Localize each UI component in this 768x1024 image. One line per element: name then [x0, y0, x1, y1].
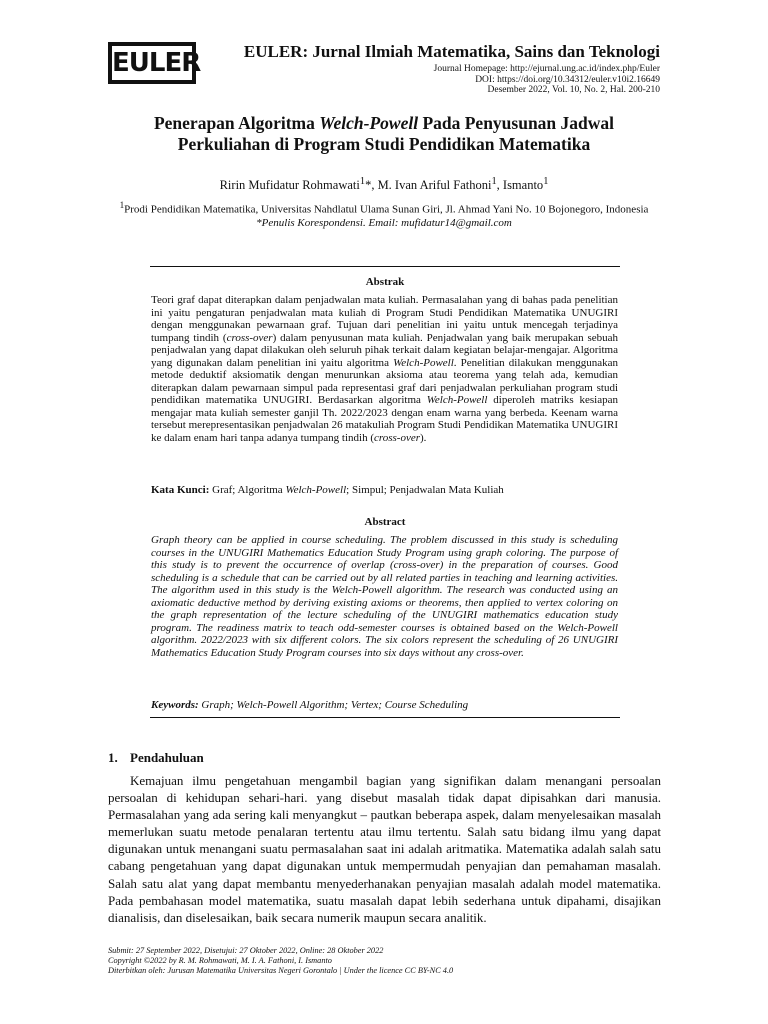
abstract-heading: Abstract [364, 516, 406, 528]
article-title: Penerapan Algoritma Welch-Powell Pada Penyusunan Jadwal Perkuliahan di Program Studi Pendidikan Matematika [153, 113, 615, 154]
journal-title: EULER: Jurnal Ilmiah Matematika, Sains dan Teknologi [243, 42, 660, 61]
kata-kunci: Kata Kunci: Graf; Algoritma Welch-Powell; Simpul; Penjadwalan Mata Kuliah [151, 484, 504, 496]
divider-top [150, 266, 620, 267]
author-1: Ririn Mufidatur Rohmawati [219, 178, 360, 193]
divider-bottom [150, 717, 620, 718]
page-footer [108, 946, 668, 976]
journal-doi-link[interactable]: DOI: https://doi.org/10.34312/euler.v10i2.16649 [475, 74, 660, 85]
footer-dates: Submit: 27 September 2022, Disetujui: 27 Oktober 2022, Online: 28 Oktober 2022 [108, 946, 384, 955]
author-3: Ismanto [502, 178, 544, 193]
keywords: Keywords: Graph; Welch-Powell Algorithm; Vertex; Course Scheduling [151, 699, 469, 711]
footer-publisher: Diterbitkan oleh: Jurusan Matematika Universitas Negeri Gorontalo | Under the licence CC BY-NC 4.0 [108, 966, 454, 975]
author-2: M. Ivan Ariful Fathoni [377, 178, 492, 193]
section-heading-pendahuluan: 1. Pendahuluan [108, 750, 204, 765]
affiliation: $^1$Prodi Pendidikan Matematika, Universitas Nahdlatul Ulama Sunan Giri, Jl. Ahmad Yani No. 10 Bojonegoro, Indonesia *Penulis Korespondensi. Email: mufidatur14@gmail.com [108, 199, 660, 230]
journal-issue: Desember 2022, Vol. 10, No. 2, Hal. 200-210 [487, 85, 660, 95]
correspondence-email: *Penulis Korespondensi. Email: mufidatur14@gmail.com [256, 216, 512, 229]
abstrak-heading: Abstrak [365, 276, 405, 288]
abstract-text: Graph theory can be applied in course scheduling. The problem discussed in this study is scheduling courses in the UNUGIRI Mathematics Education Study Program using graph coloring. The purpose of this study is to prevent the occurrence of overlap (cross-over) in the preparation of courses. Good scheduling is a schedule that can be carried out by all related parties in teaching and learning activities. The algorithm used in this study is the Welch-Powell algorithm. The research was conducted using an axiomatic deductive method by deriving existing axioms or theorems, then applied to vertex coloring on the graph representation of the lecture scheduling of the UNUGIRI mathematics education study program. The readiness matrix to teach odd-semester courses is obtained based on the Welch-Powell algorithm. 2022/2023 with six different colors. The six colors represent the scheduling of 26 UNUGIRI Mathematics Education Study Program courses into six days without any cross-over. [151, 534, 618, 659]
journal-logo: EULER [108, 42, 196, 84]
journal-homepage-link[interactable]: Journal Homepage: http://ejurnal.ung.ac.id/index.php/Euler [433, 64, 660, 74]
footer-copyright: Copyright ©2022 by R. M. Rohmawati, M. I. A. Fathoni, I. Ismanto [108, 956, 332, 965]
abstrak-text: Teori graf dapat diterapkan dalam penjadwalan mata kuliah. Permasalahan yang di bahas pada penelitian ini yaitu pengaturan penjadwalan mata kuliah di Program Studi Pendidikan Matematika UNUGIRI dengan menggunakan pewarnaan graf. Tujuan dari penelitian ini yaitu untuk mencegah terjadinya tumpang tindih (cross-over) dalam penyusunan mata kuliah. Penjadwalan yang baik merupakan sebuah penjadwalan yang dapat dilakukan oleh seluruh pihak terkait dalam kegiatan belajar-mengajar. Algoritma yang digunakan dalam penelitian ini yaitu algoritma Welch-Powell. Penelitian dilakukan menggunakan metode deduktif aksiomatik dengan menurunkan aksioma atau teorema yang telah ada, kemudian diterapkan dalam pewarnaan simpul pada representasi graf dari penjadwalan perkuliahan program studi pendidikan matematika UNUGIRI. Berdasarkan algoritma Welch-Powell diperoleh matriks kesiapan mengajar mata kuliah semester ganjil Th. 2022/2023 dengan enam warna yang berbeda. Keenam warna tersebut merepresentasikan penjadwalan 26 matakuliah Program Studi Pendidikan Matematika UNUGIRI ke dalam enam hari tanpa adanya tumpang tindih (cross-over). [151, 294, 618, 445]
section-body-pendahuluan [108, 772, 661, 926]
paragraph: Kemajuan ilmu pengetahuan mengambil bagian yang signifikan dalam menangani persoalan persoalan di kehidupan sehari-hari. yang disebut masalah tidak dapat dipisahkan dari manusia. Permasalahan yang ada sering kali menyangkut – pautkan beberapa aspek, dalam menyelesaikan masalah memerlukan suatu metode penalaran tertentu atau ilmu tertentu. Salah satu bidang ilmu yang dapat digunakan untuk menangani suatu permasalahan saat ini adalah aritmatika. Matematika adalah salah satu cabang pengetahuan yang dapat digunakan untuk mempermudah penyajian dan pemahaman masalah. Salah satu alat yang dapat membantu menyederhanakan penyajian masalah adalah model matematika. Pada pembahasan model matematika, suatu masalah dapat lebih sederhana untuk dipahami, disajikan dianalisis, dan diselesaikan, baik secara numerik maupun secara analitik. [108, 773, 661, 925]
author-list: Ririn Mufidatur Rohmawati$^1$*, M. Ivan Ariful Fathoni$^1$, Ismanto$^1$ [219, 176, 549, 193]
journal-meta [434, 64, 660, 96]
